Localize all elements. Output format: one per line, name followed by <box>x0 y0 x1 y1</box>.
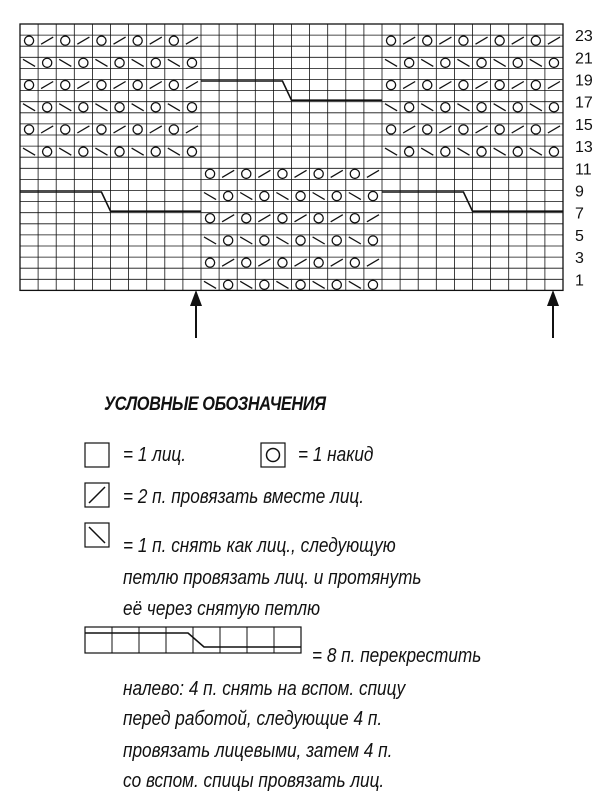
knit-symbol-icon <box>84 442 110 468</box>
row-number-label: 15 <box>575 116 593 134</box>
legend-title: УСЛОВНЫЕ ОБОЗНАЧЕНИЯ <box>104 394 326 415</box>
row-number-label: 3 <box>575 250 584 268</box>
yarn-over-label: = 1 накид <box>298 444 374 466</box>
ssk-symbol-icon <box>84 522 110 548</box>
row-number-label: 17 <box>575 94 593 112</box>
cable-label-line3: перед работой, следующие 4 п. <box>123 708 383 730</box>
cable-label-line5: со вспом. спицы провязать лиц. <box>123 770 385 792</box>
row-number-label: 5 <box>575 227 584 245</box>
knit-label: = 1 лиц. <box>123 444 187 466</box>
row-number-label: 23 <box>575 28 593 46</box>
cable-symbol-icon <box>84 626 306 656</box>
cable-label-line2: налево: 4 п. снять на вспом. спицу <box>123 678 406 700</box>
ssk-label-line3: её через снятую петлю <box>123 598 321 620</box>
cable-label-line4: провязать лицевыми, затем 4 п. <box>123 740 393 762</box>
row-number-label: 9 <box>575 183 584 201</box>
ssk-label-line1: = 1 п. снять как лиц., следующую <box>123 535 396 557</box>
row-number-label: 1 <box>575 272 584 290</box>
row-number-label: 13 <box>575 139 593 157</box>
k2tog-symbol-icon <box>84 482 110 508</box>
yarn-over-symbol-icon <box>260 442 286 468</box>
row-number-label: 21 <box>575 50 593 68</box>
k2tog-label: = 2 п. провязать вместе лиц. <box>123 486 365 508</box>
row-number-label: 19 <box>575 72 593 90</box>
ssk-label-line2: петлю провязать лиц. и протянуть <box>123 567 422 589</box>
cable-label-line1: = 8 п. перекрестить <box>312 645 482 667</box>
row-number-label: 11 <box>575 161 592 179</box>
row-number-label: 7 <box>575 205 584 223</box>
